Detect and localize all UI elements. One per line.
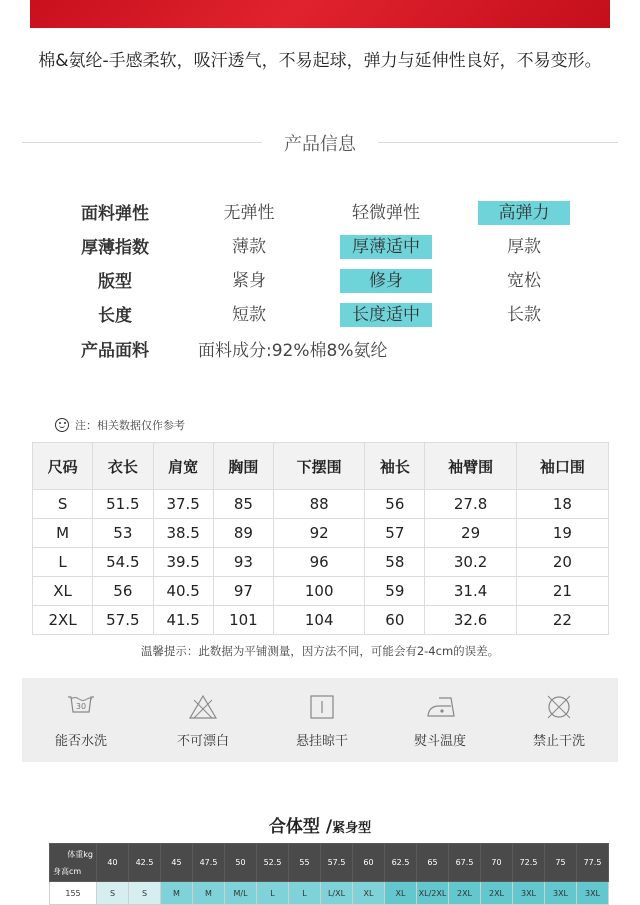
attr-row-elasticity (0, 201, 640, 227)
table-cell: 96 (274, 548, 365, 577)
attr-option: 长款 (507, 305, 541, 325)
table-cell: 30.2 (425, 548, 517, 577)
table-cell: 56 (365, 490, 425, 519)
care-label: 能否水洗 (54, 734, 107, 749)
iron-temperature-icon (425, 694, 459, 720)
weight-header: 77.5 (577, 844, 609, 882)
product-description: 棉&氨纶-手感柔软，吸汗透气，不易起球，弹力与延伸性良好，不易变形。 (38, 51, 602, 71)
table-row (33, 519, 609, 548)
section-header-product-info (22, 128, 618, 156)
wash-temp-label: 30 (75, 702, 87, 711)
attr-option-selected: 厚薄适中 (340, 235, 432, 259)
table-cell: 39.5 (153, 548, 213, 577)
table-cell: 104 (274, 606, 365, 635)
table-cell: 40.5 (153, 577, 213, 606)
attr-option: 轻微弹性 (352, 203, 420, 223)
table-cell: 54.5 (93, 548, 153, 577)
care-label: 不可漂白 (176, 734, 229, 749)
attr-label: 面料弹性 (81, 204, 149, 224)
table-cell: 18 (516, 490, 608, 519)
table-cell: 53 (93, 519, 153, 548)
table-cell: XL (33, 577, 93, 606)
no-dry-clean-icon (544, 694, 574, 720)
attr-option-selected: 长度适中 (340, 303, 432, 327)
weight-header: 47.5 (193, 844, 225, 882)
attr-label: 版型 (98, 272, 132, 292)
height-axis-label: 身高cm (53, 867, 82, 876)
fit-title-main: 合体型 / (268, 817, 333, 837)
note-text: 注：相关数据仅作参考 (75, 419, 185, 432)
table-cell: 100 (274, 577, 365, 606)
table-cell: 58 (365, 548, 425, 577)
care-item-hang-dry (267, 678, 377, 762)
col-header: 肩宽 (153, 443, 213, 490)
attr-option: 厚款 (507, 237, 541, 257)
fit-size-cell: 2XL (481, 882, 513, 905)
fit-row (50, 882, 609, 905)
table-cell: 93 (213, 548, 273, 577)
weight-header: 50 (225, 844, 257, 882)
measurement-hint: 温馨提示：此数据为平铺测量，因方法不同，可能会有2-4cm的误差。 (140, 644, 500, 658)
table-cell: 60 (365, 606, 425, 635)
attr-row-fit (0, 269, 640, 295)
table-cell: L (33, 548, 93, 577)
top-banner (30, 0, 610, 28)
table-row (33, 548, 609, 577)
attr-option: 宽松 (507, 271, 541, 291)
attr-row-length (0, 303, 640, 329)
weight-header: 75 (545, 844, 577, 882)
weight-header: 70 (481, 844, 513, 882)
table-cell: 21 (516, 577, 608, 606)
care-label: 禁止干洗 (532, 734, 585, 749)
table-cell: 38.5 (153, 519, 213, 548)
fit-size-cell: M (193, 882, 225, 905)
care-label: 熨斗温度 (413, 734, 466, 749)
table-cell: 56 (93, 577, 153, 606)
table-row (33, 490, 609, 519)
table-cell: 20 (516, 548, 608, 577)
attr-label: 产品面料 (81, 341, 149, 361)
fit-size-cell: XL/2XL (417, 882, 449, 905)
care-label: 悬挂晾干 (295, 734, 348, 749)
table-cell: S (33, 490, 93, 519)
no-bleach-icon (188, 694, 218, 720)
fit-size-cell: L (289, 882, 321, 905)
weight-header: 52.5 (257, 844, 289, 882)
care-instructions (22, 678, 618, 762)
table-cell: 31.4 (425, 577, 517, 606)
col-header: 胸围 (213, 443, 273, 490)
section-title: 产品信息 (284, 134, 356, 155)
table-cell: 27.8 (425, 490, 517, 519)
table-cell: 57.5 (93, 606, 153, 635)
fit-size-cell: 3XL (513, 882, 545, 905)
attr-row-material (0, 338, 640, 364)
table-row (33, 577, 609, 606)
attr-label: 长度 (98, 306, 132, 326)
fit-size-cell: XL (385, 882, 417, 905)
table-cell: 59 (365, 577, 425, 606)
table-row (33, 606, 609, 635)
smiley-icon (55, 418, 69, 432)
fit-size-cell: 3XL (577, 882, 609, 905)
height-cell: 155 (50, 882, 97, 905)
table-cell: 88 (274, 490, 365, 519)
col-header: 下摆围 (274, 443, 365, 490)
table-cell: 57 (365, 519, 425, 548)
table-cell: 85 (213, 490, 273, 519)
weight-header: 57.5 (321, 844, 353, 882)
care-item-dry-clean (504, 678, 614, 762)
weight-header: 62.5 (385, 844, 417, 882)
fit-chart-title (0, 812, 640, 837)
fit-size-cell: S (97, 882, 129, 905)
col-header: 袖口围 (516, 443, 608, 490)
attr-label: 厚薄指数 (81, 238, 149, 258)
care-item-bleach (148, 678, 258, 762)
col-header: 袖臂围 (425, 443, 517, 490)
attr-option: 紧身 (232, 271, 266, 291)
fit-size-cell: M/L (225, 882, 257, 905)
weight-header: 67.5 (449, 844, 481, 882)
table-cell: 22 (516, 606, 608, 635)
col-header: 袖长 (365, 443, 425, 490)
weight-header: 55 (289, 844, 321, 882)
fit-size-cell: S (129, 882, 161, 905)
weight-header: 72.5 (513, 844, 545, 882)
fit-header-row (50, 844, 609, 882)
table-cell: 51.5 (93, 490, 153, 519)
care-item-wash (26, 678, 136, 762)
fit-size-cell: XL (353, 882, 385, 905)
table-cell: 37.5 (153, 490, 213, 519)
attr-option: 薄款 (232, 237, 266, 257)
table-cell: 29 (425, 519, 517, 548)
weight-header: 42.5 (129, 844, 161, 882)
fit-corner-cell (50, 844, 97, 882)
weight-header: 65 (417, 844, 449, 882)
attr-option: 短款 (232, 305, 266, 325)
attr-option-selected: 修身 (340, 269, 432, 293)
care-item-iron (385, 678, 495, 762)
fit-size-cell: L/XL (321, 882, 353, 905)
attr-option: 无弹性 (223, 203, 275, 223)
attr-option-selected: 高弹力 (478, 201, 570, 225)
table-cell: M (33, 519, 93, 548)
table-cell: 89 (213, 519, 273, 548)
reference-note (55, 418, 185, 434)
attr-row-thickness (0, 235, 640, 261)
fit-size-cell: L (257, 882, 289, 905)
divider-right (378, 142, 618, 143)
weight-axis-label: 体重kg (67, 850, 93, 859)
table-cell: 101 (213, 606, 273, 635)
fit-chart-table (49, 843, 609, 905)
fit-size-cell: 3XL (545, 882, 577, 905)
col-header: 尺码 (33, 443, 93, 490)
weight-header: 60 (353, 844, 385, 882)
weight-header: 45 (161, 844, 193, 882)
wash-30-icon (66, 694, 96, 718)
fit-size-cell: M (161, 882, 193, 905)
table-cell: 19 (516, 519, 608, 548)
fit-size-cell: 2XL (449, 882, 481, 905)
table-cell: 97 (213, 577, 273, 606)
table-cell: 2XL (33, 606, 93, 635)
table-cell: 32.6 (425, 606, 517, 635)
weight-header: 40 (97, 844, 129, 882)
table-cell: 92 (274, 519, 365, 548)
size-table (32, 442, 609, 635)
attr-value: 面料成分:92%棉8%氨纶 (198, 341, 388, 361)
table-cell: 41.5 (153, 606, 213, 635)
hang-dry-icon (307, 694, 337, 720)
size-table-header (33, 443, 609, 490)
fit-title-sub: 紧身型 (332, 821, 372, 836)
col-header: 衣长 (93, 443, 153, 490)
